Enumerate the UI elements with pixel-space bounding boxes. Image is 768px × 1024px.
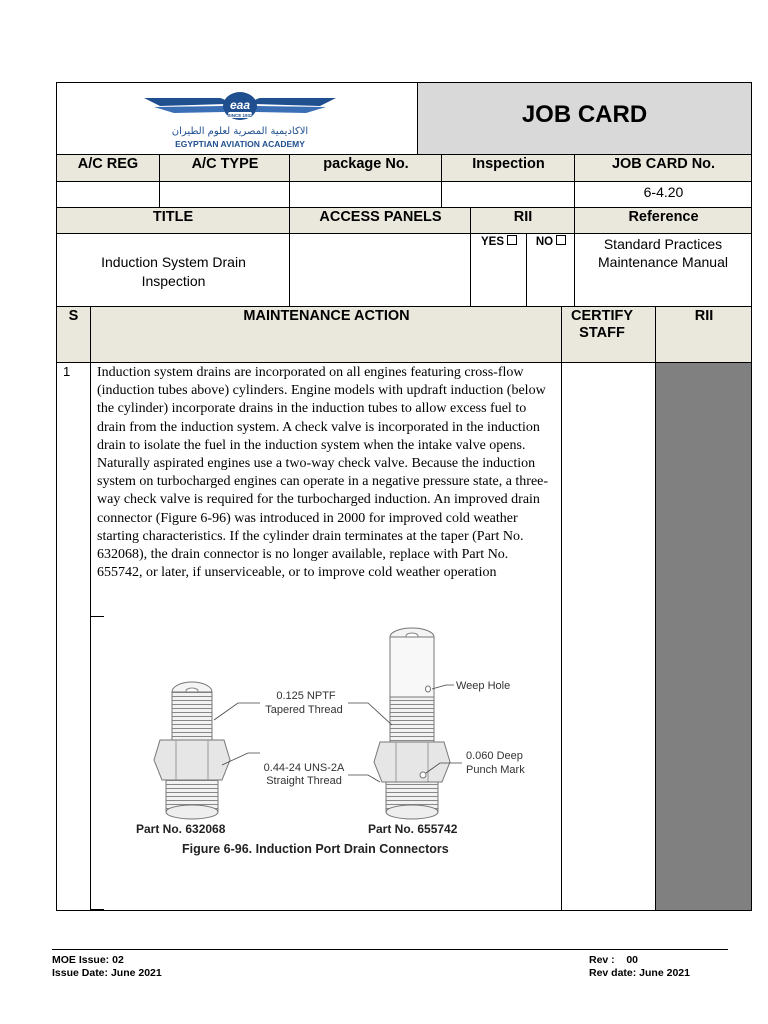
package-no-header: package No. <box>323 156 409 172</box>
footer-right <box>589 954 690 980</box>
title-header: TITLE <box>152 209 194 225</box>
label-uns: 0.44-24 UNS-2A <box>263 762 345 774</box>
rev-number: Rev : 00 <box>589 954 639 966</box>
ac-type-header: A/C TYPE <box>191 156 259 172</box>
access-panels-header: ACCESS PANELS <box>319 209 442 225</box>
step-text: Induction system drains are incorporated on all engines featuring cross-flow (induction tubes above) cylinders. Engine models with updraft induction (below the cylinder) incorporate drains in the induction tubes to allow excess fuel to drain from the induction system. A check valve is incorporated in the induction drain to isolate the fuel in the induction system when the intake valve opens. Naturally aspirated engines use a two-way check valve. Because the induction system on turbocharged engines can operate in a negative pressure state, a three-way check valve is required for the turbocharged induction. An improved drain connector (Figure 6-96) was introduced in 2000 for improved cold weather starting characteristics. If the cylinder drain terminates at the taper (Part No. 632068), the drain connector is no longer available, replace with Part No. 655742, or later, if unserviceable, or to improve cold weather operation <box>97 365 549 581</box>
reference-header: Reference <box>628 209 699 225</box>
drain-connectors-illustration <box>90 625 560 865</box>
step-number-header: S <box>68 308 79 324</box>
job-card-title: JOB CARD <box>521 101 648 128</box>
label-tapered: Tapered Thread <box>265 704 343 716</box>
rev-date: Rev date: June 2021 <box>589 967 690 979</box>
moe-issue: MOE Issue: 02 <box>52 954 124 966</box>
connector-632068-icon <box>154 682 230 819</box>
reference-value: Standard Practices Maintenance Manual <box>598 236 728 270</box>
no-checkbox[interactable] <box>556 235 566 245</box>
step-number: 1 <box>63 364 71 379</box>
certify-staff-header: CERTIFY STAFF <box>570 308 634 341</box>
label-punch: Punch Mark <box>466 764 525 776</box>
label-straight: Straight Thread <box>266 775 342 787</box>
inspection-header: Inspection <box>472 156 545 172</box>
rii-no-label: NO <box>535 236 554 248</box>
part-left-label: Part No. 632068 <box>136 822 226 836</box>
connector-655742-icon <box>374 628 450 819</box>
figure-caption: Figure 6-96. Induction Port Drain Connectors <box>182 842 449 856</box>
job-card-no-header: JOB CARD No. <box>611 156 716 172</box>
logo-wings-icon <box>140 90 340 126</box>
logo-since-text: SINCE 1932 <box>227 113 253 118</box>
rii-no-option <box>527 235 575 248</box>
label-deep: 0.060 Deep <box>466 750 523 762</box>
logo-badge-text: eaa <box>229 98 251 112</box>
label-weep: Weep Hole <box>456 680 511 692</box>
issue-date: Issue Date: June 2021 <box>52 967 162 979</box>
ac-reg-header: A/C REG <box>77 156 139 172</box>
job-card-title-cell <box>417 82 752 155</box>
row1-grid <box>56 154 752 208</box>
label-nptf: 0.125 NPTF <box>276 690 336 702</box>
job-title-value: Induction System Drain Inspection <box>101 254 246 289</box>
figure-6-96 <box>90 625 560 865</box>
rii-header: RII <box>694 308 714 324</box>
rii-yes-label: YES <box>480 236 504 248</box>
maintenance-action-header: MAINTENANCE ACTION <box>243 308 410 324</box>
row2-grid <box>56 207 752 307</box>
yes-checkbox[interactable] <box>507 235 517 245</box>
academy-logo <box>140 90 340 150</box>
rii-yes-option <box>471 235 527 248</box>
part-right-label: Part No. 655742 <box>368 822 458 836</box>
footer-left <box>52 954 162 980</box>
part-labels <box>136 822 458 856</box>
logo-english-text: EGYPTIAN AVIATION ACADEMY <box>175 139 305 149</box>
job-card-no-value: 6-4.20 <box>643 184 684 200</box>
rii-header-top: RII <box>513 209 533 225</box>
logo-arabic-text: الاكاديمية المصرية لعلوم الطيران <box>171 126 309 137</box>
footer-rule <box>52 949 728 950</box>
